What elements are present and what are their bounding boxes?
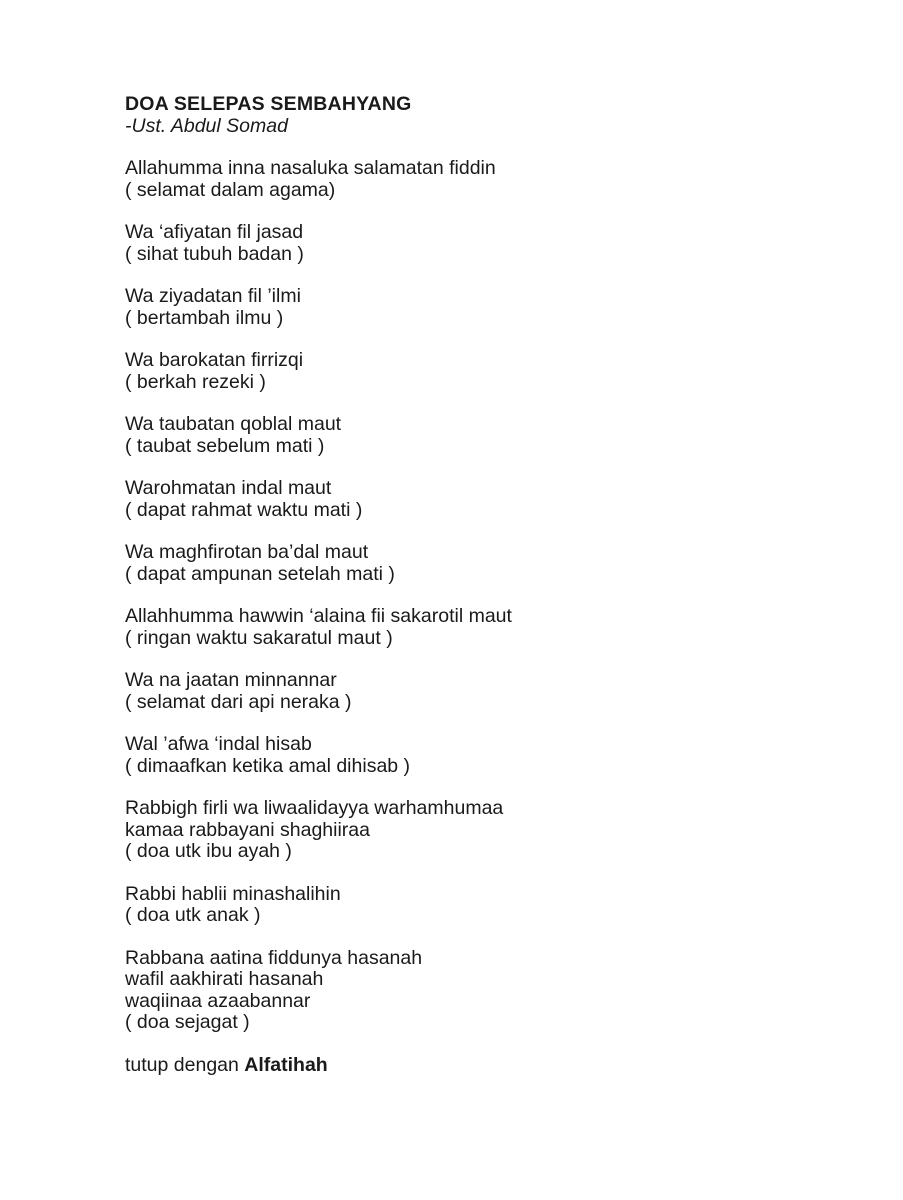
prayer-line: ( dapat ampunan setelah mati ) [125,562,395,585]
prayer-stanza [125,286,845,329]
prayer-line: Wa ziyadatan fil ’ilmi [125,285,301,307]
prayer-stanza [125,734,845,777]
prayer-line: ( ringan waktu sakaratul maut ) [125,626,393,649]
prayer-line: Wa na jaatan minnannar [125,669,337,691]
prayer-stanza [125,222,845,265]
prayer-stanza [125,542,845,585]
prayer-line: ( dapat rahmat waktu mati ) [125,498,363,521]
prayer-line: ( doa sejagat ) [125,1011,250,1033]
prayer-line: Rabbana aatina fiddunya hasanah [125,946,423,969]
prayer-line: Wal ’afwa ‘indal hisab [125,733,312,755]
closing-line [125,1055,845,1077]
prayer-stanza [125,414,845,457]
prayer-line: Allahumma inna nasaluka salamatan fiddin [125,157,496,179]
document-page [125,93,845,1076]
prayer-stanza [125,884,845,927]
prayer-stanza [125,606,845,649]
prayer-line: Warohmatan indal maut [125,477,332,499]
prayer-line: kamaa rabbayani shaghiiraa [125,818,370,841]
prayer-stanza [125,670,845,713]
prayer-stanzas [125,158,845,1034]
prayer-line: waqiinaa azaabannar [125,989,311,1012]
prayer-line: ( doa utk anak ) [125,904,261,926]
prayer-line: Wa barokatan firrizqi [125,349,304,371]
document-title: DOA SELEPAS SEMBAHYANG [125,93,412,115]
prayer-line: Wa ‘afiyatan fil jasad [125,221,304,243]
prayer-line: Rabbigh firli wa liwaalidayya warhamhumaa [125,797,504,819]
prayer-stanza [125,350,845,393]
prayer-line: ( selamat dari api neraka ) [125,690,352,713]
prayer-stanza [125,798,845,863]
prayer-line: ( bertambah ilmu ) [125,306,284,329]
prayer-line: wafil aakhirati hasanah [125,968,324,990]
closing-emphasis: Alfatihah [244,1053,328,1076]
prayer-line: ( berkah rezeki ) [125,370,266,393]
prayer-stanza [125,158,845,201]
prayer-line: Wa taubatan qoblal maut [125,413,342,435]
prayer-stanza [125,478,845,521]
document-author: -Ust. Abdul Somad [125,115,288,137]
prayer-line: Rabbi hablii minashalihin [125,882,341,905]
prayer-line: ( dimaafkan ketika amal dihisab ) [125,754,411,777]
prayer-line: ( selamat dalam agama) [125,178,336,201]
prayer-line: ( taubat sebelum mati ) [125,434,325,457]
prayer-line: Wa maghfirotan ba’dal maut [125,541,369,563]
closing-prefix: tutup dengan [125,1053,245,1076]
prayer-line: ( doa utk ibu ayah ) [125,840,292,862]
prayer-line: ( sihat tubuh badan ) [125,242,304,265]
prayer-line: Allahhumma hawwin ‘alaina fii sakarotil maut [125,605,512,627]
prayer-stanza [125,948,845,1034]
